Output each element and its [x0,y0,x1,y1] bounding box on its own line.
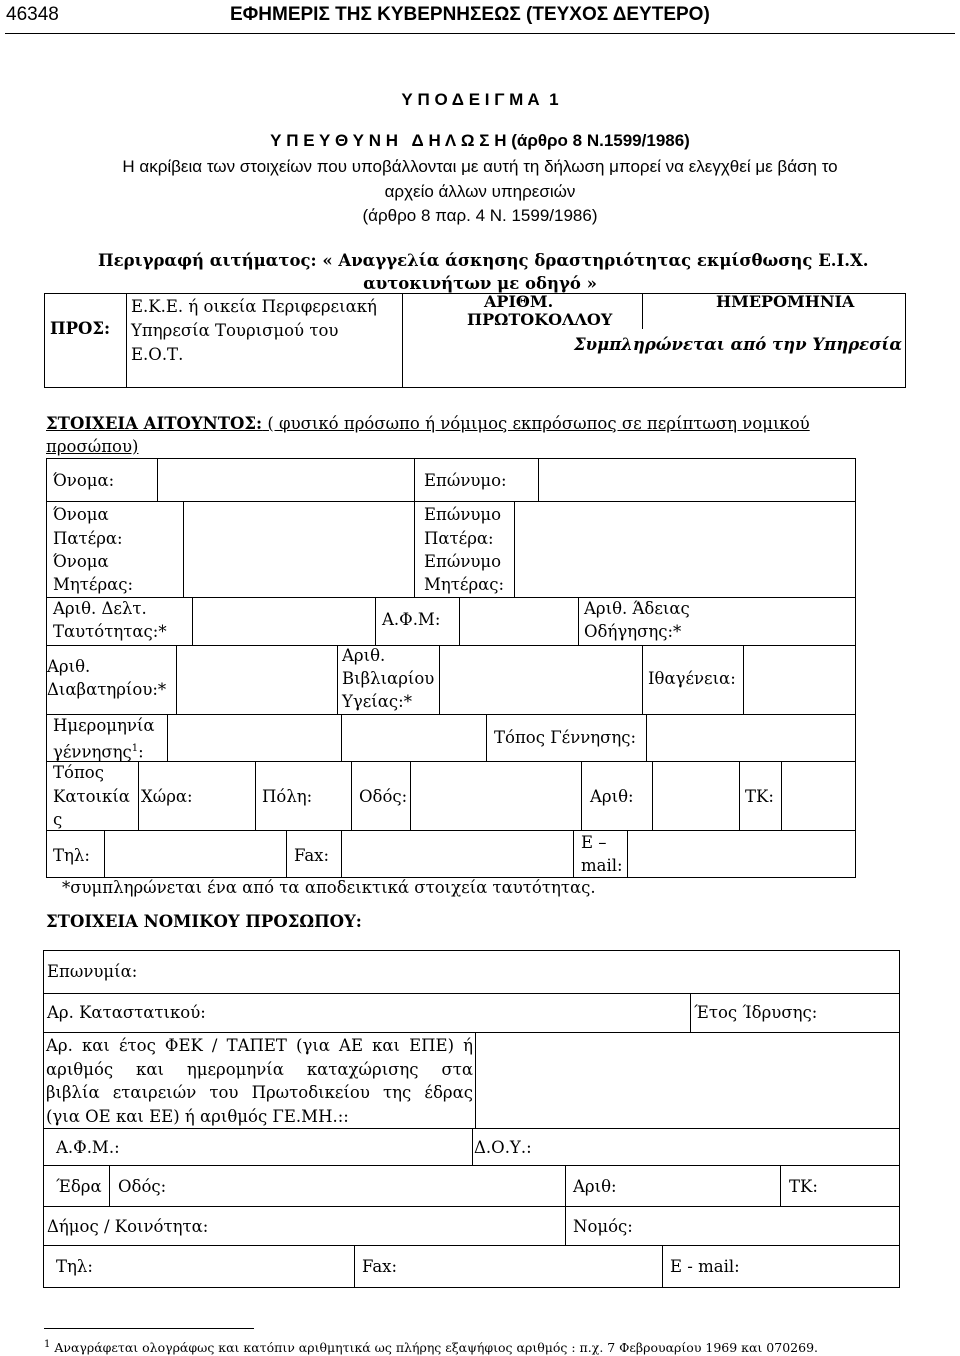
birthplace-label: Τόπος Γέννησης: [494,728,637,747]
declaration-title: Υ Π Ε Υ Θ Υ Ν Η Δ Η Λ Ω Σ Η (άρθρο 8 Ν.1599/1986) [270,131,690,150]
divider [565,1165,566,1206]
divider [157,458,158,501]
page-number: 46348 [6,4,59,25]
fek-label-line-4: (για ΟΕ και ΕΕ) ή αριθμός ΓΕ.ΜΗ.:: [46,1107,349,1126]
birthdate-field[interactable] [169,716,339,759]
fax-field[interactable] [343,832,571,875]
divider [255,761,256,830]
divider [855,458,856,878]
seat-postcode-label: ΤΚ: [789,1177,818,1196]
divider [167,714,168,761]
surname-field[interactable] [540,460,853,500]
founding-year-field[interactable] [825,995,897,1031]
filled-by-service: Συμπληρώνεται από την Υπηρεσία [574,335,903,354]
divider [341,830,342,877]
divider [780,1165,781,1206]
request-description: Περιγραφή αιτήματος: « Αναγγελία άσκησης δραστηριότητας εκμίσθωσης Ε.Ι.Χ. [98,251,869,270]
divider [43,1032,900,1033]
nationality-label: Ιθαγένεια: [648,669,736,688]
divider [514,501,515,597]
mother-name-label-2: Μητέρας: [53,575,134,594]
divider [739,761,740,830]
annex-title: Υ Π Ο Δ Ε Ι Γ Μ Α 1 [401,90,559,109]
seat-postcode-field[interactable] [825,1167,897,1205]
divider [486,714,487,761]
passport-field[interactable] [178,647,335,712]
company-fax-label: Fax: [362,1257,398,1276]
email-field[interactable] [629,832,853,875]
divider [573,830,574,877]
company-phone-field[interactable] [100,1247,352,1286]
accuracy-line-3: (άρθρο 8 παρ. 4 Ν. 1599/1986) [362,206,598,225]
protocol-label-2: ΠΡΩΤΟΚΟΛΛΟΥ [467,310,613,329]
company-email-label: E - mail: [670,1257,740,1276]
footnote-number: 1 [44,1339,51,1350]
divider [43,1165,900,1166]
residence-label: Τόπος [53,763,104,782]
divider [43,1287,900,1288]
divider [627,830,628,877]
country-label: Χώρα: [141,787,193,806]
number-label: Αριθ: [590,787,634,806]
divider [565,1206,566,1245]
birthdate-label-2-text: γέννησης [53,742,132,762]
header-divider [5,33,955,34]
divider [899,950,900,1288]
divider [46,501,856,502]
divider [375,597,376,645]
divider [43,1245,900,1246]
company-fax-field[interactable] [400,1247,660,1286]
protocol-label-1: ΑΡΙΘΜ. [484,292,554,311]
statute-number-field[interactable] [220,995,688,1031]
phone-field[interactable] [106,832,284,875]
accuracy-line-2: αρχείο άλλων υπηρεσιών [384,182,576,201]
nationality-field[interactable] [745,647,853,712]
phone-label: Τηλ: [53,846,90,865]
divider [642,293,643,329]
divider [43,1206,900,1207]
residence-label-3: ς [53,810,63,829]
afm-label: Α.Φ.Μ: [382,610,441,629]
company-afm-label: Α.Φ.Μ.: [56,1138,120,1157]
divider [475,1032,476,1128]
parent-surname-fields[interactable] [516,503,853,595]
divider [642,645,643,714]
doy-label: Δ.Ο.Υ.: [474,1138,532,1157]
divider [46,830,856,831]
fek-field[interactable] [477,1034,897,1126]
health-book-field[interactable] [441,647,640,712]
license-label-2: Οδήγησης:* [584,622,682,641]
divider [354,1245,355,1287]
divider [439,645,440,714]
divider [578,597,579,645]
fek-label-line-2: αριθμός και ημερομηνία καταχώρισης στα [46,1059,473,1079]
divider [46,645,856,646]
father-name-label-2: Πατέρα: [53,529,123,548]
seat-number-label: Αριθ: [573,1177,617,1196]
divider [341,714,342,761]
id-card-label: Αριθ. Δελτ. [53,599,147,618]
journal-title: ΕΦΗΜΕΡΙΣ ΤΗΣ ΚΥΒΕΡΝΗΣΕΩΣ (ΤΕΥΧΟΣ ΔΕΥΤΕΡΟ) [230,4,710,25]
parent-name-fields[interactable] [185,503,412,595]
identity-note: *συμπληρώνεται ένα από τα αποδεικτικά στοιχεία ταυτότητας. [62,878,596,897]
divider [46,458,856,459]
seat-number-field[interactable] [625,1167,778,1205]
divider [410,761,411,830]
health-book-label-3: Υγείας:* [342,692,412,711]
mother-name-label: Όνομα [53,552,109,571]
recipient-line-2: Υπηρεσία Τουρισμού του [131,321,339,340]
father-surname-label: Επώνυμο [424,505,502,524]
divider [104,830,105,877]
divider [662,1245,663,1287]
applicant-heading-bold: ΣΤΟΙΧΕΙΑ ΑΙΤΟΥΝΤΟΣ: [46,414,263,433]
prefecture-field[interactable] [640,1208,897,1244]
id-number-field[interactable] [194,599,373,643]
to-label: ΠΡΟΣ: [50,319,111,338]
municipality-label: Δήμος / Κοινότητα: [47,1217,209,1236]
birthdate-label-2 [53,737,144,764]
divider [138,761,139,830]
divider [337,645,338,714]
divider [192,597,193,645]
birthplace-field[interactable] [648,716,853,759]
footnote-divider [44,1328,254,1329]
mother-surname-label-2: Μητέρας: [424,575,505,594]
recipient-line-1: Ε.Κ.Ε. ή οικεία Περιφερειακή [131,297,377,316]
divider [743,645,744,714]
divider [402,293,403,388]
divider [286,830,287,877]
passport-label: Αριθ. [47,657,91,676]
health-book-label-2: Βιβλιαρίου [342,669,435,688]
postcode-label: ΤΚ: [745,787,774,806]
surname-label: Επώνυμο: [424,471,507,490]
mother-surname-label: Επώνυμο [424,552,502,571]
company-email-field[interactable] [745,1247,897,1286]
divider [46,597,856,598]
divider [414,501,415,597]
recipient-line-3: Ε.Ο.Τ. [131,345,184,364]
divider [351,761,352,830]
passport-label-2: Διαβατηρίου:* [47,680,167,699]
divider [472,1128,473,1165]
divider [109,1165,110,1206]
footnote-ref: 1 [131,743,139,754]
father-surname-label-2: Πατέρα: [424,529,494,548]
applicant-heading-desc: ( φυσικό πρόσωπο ή νόμιμος εκπρόσωπος σε περίπτωση νομικού [262,414,810,433]
divider [459,597,460,645]
company-phone-label: Τηλ: [56,1257,93,1276]
divider [43,993,900,994]
divider [126,293,127,388]
legal-entity-heading: ΣΤΟΙΧΕΙΑ ΝΟΜΙΚΟΥ ΠΡΟΣΩΠΟΥ: [46,912,362,931]
email-label-2: mail: [581,856,623,875]
health-book-label: Αριθ. [342,646,386,665]
first-name-field[interactable] [159,460,412,500]
statute-number-label: Αρ. Καταστατικού: [47,1003,206,1022]
divider [414,458,415,501]
birthdate-colon: : [138,742,144,762]
applicant-heading [46,412,810,435]
company-name-field[interactable] [150,952,897,992]
divider [46,761,856,762]
residence-label-2: Κατοικία [53,787,130,806]
company-afm-field[interactable] [120,1130,470,1164]
seat-street-label: Οδός: [118,1177,167,1196]
fax-label: Fax: [294,846,330,865]
license-field[interactable] [700,599,853,643]
applicant-heading-cont: προσώπου) [46,437,139,456]
fek-label-line-1: Αρ. και έτος ΦΕΚ / ΤΑΠΕΤ (για ΑΕ και ΕΠΕ) ή [46,1036,473,1055]
seat-street-field[interactable] [170,1167,563,1205]
company-name-label: Επωνυμία: [47,962,138,981]
divider [581,761,582,830]
divider [652,761,653,830]
first-name-label: Όνομα: [53,471,115,490]
municipality-field[interactable] [220,1208,563,1244]
divider [781,761,782,830]
founding-year-label: Έτος Ίδρυσης: [694,1003,818,1022]
footnote [44,1337,818,1356]
doy-field[interactable] [535,1130,897,1164]
accuracy-line-1: Η ακρίβεια των στοιχείων που υποβάλλονται με αυτή τη δήλωση μπορεί να ελεγχθεί με βάση το [122,157,838,176]
id-card-label-2: Ταυτότητας:* [53,622,167,641]
footnote-text: Αναγράφεται ολογράφως και κατόπιν αριθμητικά ως πλήρης εξαψήφιος αριθμός : π.χ. 7 Φεβρουαρίου 1969 και 070269. [50,1340,819,1356]
divider [538,458,539,501]
city-label: Πόλη: [262,787,313,806]
fek-label-line-3: βιβλία εταιρειών του Πρωτοδικείου της έδρας [46,1083,473,1102]
seat-label: Έδρα [56,1177,102,1196]
fek-label-block [46,1034,473,1105]
afm-field[interactable] [461,599,576,643]
email-label: E – [581,833,607,852]
divider [183,501,184,597]
prefecture-label: Νομός: [573,1217,633,1236]
divider [43,950,44,1288]
license-label: Αριθ. Άδειας [584,599,690,618]
date-label: ΗΜΕΡΟΜΗΝΙΑ [716,292,855,311]
divider [690,993,691,1032]
birthdate-label: Ημερομηνία [53,716,155,735]
street-label: Οδός: [359,787,408,806]
divider [176,645,177,714]
divider [43,950,900,951]
divider [646,714,647,761]
father-name-label: Όνομα [53,505,109,524]
request-description-cont: αυτοκινήτων με οδηγό » [363,274,597,293]
